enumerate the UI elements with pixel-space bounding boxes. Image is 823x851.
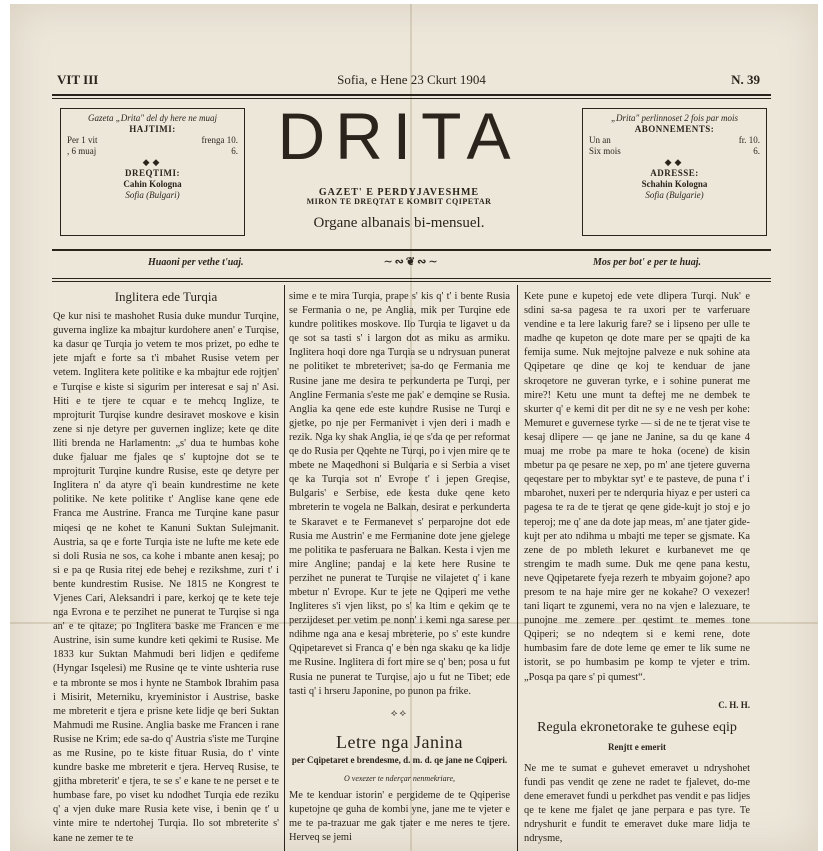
masthead-french-subtitle: Organe albanais bi-mensuel. (313, 215, 485, 231)
article-epigraph: O vexezer te nderçar nenmekriare, (344, 774, 455, 783)
box-heading: ABONNEMENTS: (634, 124, 715, 134)
rate-value: frenga 10. (201, 135, 238, 145)
rate-row (67, 146, 238, 157)
article-title: Regula ekronetorake te guhese eqip (537, 720, 737, 735)
volume-label: VIT III (57, 72, 99, 87)
rate-value: 6. (753, 146, 760, 156)
subscription-box-albanian (60, 108, 245, 236)
rate-label: , 6 muaj (67, 146, 97, 156)
box-note: „Drita" perlinnoset 2 fois par mois (610, 113, 739, 123)
column-1 (53, 290, 279, 850)
article-title: Letre nga Janina (336, 732, 463, 752)
article-subtitle: Renjtt e emerit (608, 742, 666, 752)
rate-label: Un an (589, 135, 611, 145)
column-divider (284, 285, 285, 851)
article-body-continued: Kete pune e kupetoj ede vete dlipera Turqi. Nuk' e sdini sa-sa pagesa te ra uxori per te varferuare vendine e ta lere lakurig fare? se i lipseno per ulle te madhe qe kupeton qe dote mare per se qpajti de ka femija sume. Nuk mejtojne palveze e nuk sohine ata Qqipetare qe dine qe koj te kenduar de jane skroqetore ne guveran tyrke, e i sohine punerat me mire?! Ketu une munt ta deftej me ne dembek te skurter q' e kemi dit per dit ne sy e ne vesh per kohe: Memuret e guvernese tyrke — si de ne te tjerat vise te kesaj dlipere — qe jane ne Janine, sa du qe kane 4 muaj me rrobe pa mare te hoka (ocene) de kisin mbetur pa qe pesare ne xep, po m' ane tjetere guverna qeqestare per to mbyktar syt' e te pasteve, de puna t' i mbarohet, nuxeri per te nderquria hiyaz e per usteri ca pagesa te ra de te tjerat qe qene gide-kujt jo stoj e jo teperoj; me q' ane da dote jap meas, m' ane tjater gide-kujt per ato ndihma u mbajti me teper se gjsmate. Ka zene de po mbleth lekuret e kurbanevet me qe strengim te madh sume. Duk me qene pana kestu, neve Qqipetarete fyeja rezerh te mbyaim gojone? apo presom te na haje mire ger ne kokahe? O vexezer! tani liqart te zgunemi, vera no na vjen e lalezuare, te punojne me zemere per qestimt te memes tone Qqiperi; se no ndeqtem si e kemi rene, dote humbasim fare de dote leme qe emer te lik sume ne istorit, se po humbasim pe komp te vjeter e trim. „Posqa pa qare s' pi qumest“. (524, 291, 750, 683)
article-body-continued: sime e te mira Turqia, prape s' kis q' t' i bente Rusia se Fermania o ne, pe Anglia, mik per Turqine ede kundre politikes moskove. Ilo Turqia te ligavet u da qe sot sa tasti s' i largon dot as miku as armiku. Inglitera hoqi dore nga Turqia se u ndrysuan punerat ne politiket te mbreterivet; sa-do qe Fermania me Rusine jane me desira te perkunderta pe Turqi, per Angline Fermania s'este me pak' e demqine se Rusia. Anglia ka qene ede este kundre Rusise ne Turqi e gjetke, po nje per Fermanivet i vjen deri i madh e rezik. Nga ky shak Anglia, ie qe s'da qe per reformat qe do Rusia per Qqehte ne Turqi, po i vjen mire qe te mbete ne Maqedhoni si Bulqaria e si Serbia a viset qe ka Turqia sot n' Evrope t' i jepen Greqise, Bulgaris' e Serbise, ede kesta duke qene keto mbreterin te vogela ne Balkan, desirat e perkunderta te Skaravet e te Fermanevet s' perparojne dot ede Rusia me Austrin' e me Fermanine dote jene gjelege me politika te pasferuara ne Balkan. Kesta i vjen me mire Angline; pandaj e la kete here Rusine te perzihet ne punerat te Turqise ne vilajetet q' i kane mbetur n' Evrope. Kur te jete ne Qqiperi me vethe Ingliteres s'i vjen likst, po s' ka ltim e qekim qe te perzijdeset per vetim pe nonn' i kemi nga sarese per ndihme nga ana e kesaj mbreterie, po s' este kundre Qqipetarevet si Franca q' e ben nga skaku qe ka lidje me Rusine. Inglitera di fort mire se q' ben; posa u fut Rusia ne punerat te Turqise, ajo u fut ne Tibet; ede tasti q' i hrseru Japonine, po punon pa frike. (289, 291, 510, 697)
rate-value: 6. (231, 146, 238, 156)
box-heading: HAJTIMI: (129, 124, 176, 134)
issue-number: N. 39 (731, 72, 760, 87)
address-place: Sofia (Bulgarie) (645, 190, 704, 200)
subscription-box-french (582, 108, 767, 236)
header-rule-top (52, 94, 771, 96)
box-heading: DREQTIMI: (124, 168, 180, 178)
box-ornament: ◆◆ (664, 157, 685, 167)
motto-left: Huaoni per vethe t'uaj. (148, 257, 244, 268)
motto-bar (52, 255, 771, 271)
box-note: Gazeta „Drita" del dy here ne muaj (88, 113, 217, 123)
article-separator: ⟡⟡ (390, 708, 409, 719)
masthead-subtitle: GAZET' E PERDYJAVESHME (318, 187, 480, 198)
motto-ornament: ∼∾❦∾∼ (383, 256, 440, 268)
column-2 (289, 290, 510, 700)
rate-label: Six mois (589, 146, 621, 156)
article-title: Inglitera ede Turqia (114, 290, 218, 304)
address-name: Schahin Kologna (641, 179, 708, 189)
masthead-title: DRITA (277, 99, 521, 173)
column-3 (524, 290, 750, 702)
article-body: Me te kenduar istorin' e pergideme de te Qqiperise kupetojne qe guha de kombi yne, jane me te vjeter e me te pa-trazuar me gak tjater e me neres te tjere. Herveq se jemi (289, 790, 510, 843)
header-rule-bottom (52, 249, 771, 251)
rate-label: Per 1 vit (67, 135, 98, 145)
director-name: Cahin Kologna (123, 179, 182, 189)
article-signature: C. H. H. (718, 700, 750, 710)
box-heading: ADRESSE: (650, 168, 699, 178)
director-place: Sofia (Bulgari) (125, 190, 180, 200)
column-divider (517, 285, 518, 851)
rate-row (589, 135, 760, 146)
motto-rule (52, 278, 771, 279)
box-ornament: ◆◆ (142, 157, 163, 167)
article-subtitle: per Cqipetaret e brendesme, d. m. d. qe jane ne Cqiperi. (291, 755, 508, 765)
article-body: Qe kur nisi te mashohet Rusia duke mundur Turqine, guverna inglize ka mbajtur kurdohere anen' e Turqise, ka dasur qe Turqia jo vetem te mos prizet, po edhe te jete mjaft e forte sa t'i mbahet Rusise vetem per vetem. Inglitera kete politike e ka mbajtur ede rojtjen' e Turqise e kiste si sigurim per interesat e saj n' Asi. Hiti e te tjere te cquar e te mehcq Inglize, te mprojturit Turqise kundre desiravet moskove e kisin zene si nje detyre per guvernen inglize; kete qe dite lliti brenda ne Harlamentn: „s' dua te humbas kohe duke fjaluar me fjales qe s' kuptojne dot se te mprojturit Turqine kundre Rusise, este qe detyre per Inglitera n' da atyre q'i beain kundrestime ne kete politike. Ne kete politike t' Anglise kane qene ede Franca me Austrine. Franca me Turqine kane pasur miqesi qe ne kohet te Kanuni Suktan Sulejmanit. Austria, sa qe e forte Turqia iste ne lufte me kete ede si doli Rusia ne sos, ca kohe i mbante anen kesaj; po si e pa qe Rusia ritej ede behej e rezikshme, zuri t' i bente kundrestim Rusise. Ne 1815 ne Kongrest te Vjenes Cari, Aleksandri i pare, kerkoj qe te kete teje nga Evrona e te perzihet ne punerat te Turqise si nga an' e te qitaze; po Inglitera baske me Francen e me Austrine, isin sume kundre keti qekimi te Rusise. Me 1833 kur Suktan Mahmudi beri lidjen e qedifeme (Hyngar Isqelesi) me Rusine qe te vinte ushteria ruse e ta mbronte se mos i hynte ne Stambok Ibrahim pasa i Misirit, Meterniku, kryeministor i Austrise, baske me mbreterit e tjera e prisne kete lidje qe beri Suktan Mahmudi me Rusine. Anglia baske me Francen i rane Rusise ne Krim; ede sa-do q' Austria s'iste me Turqine as me Rusine, po te kiste fituar Rusia, do t' vinte kundre baske me mbreterit e tjera. Herveq Rusise, te gjitha mbreterit' e tjera, te se s' e kane te ne perset e te humbase fare, po viset ku ndodhet Turqia ede reziku q' a vjen duke mare Rusia kete vise, i benin qe t' u vinte mire te ndertohej Turqia. Ilo sot mbreterite s' kane ne zemer te te (53, 311, 279, 844)
rate-row (67, 135, 238, 146)
rate-value: fr. 10. (738, 135, 760, 145)
masthead-motto: MIRON TE DREQTAT E KOMBIT CQIPETAR (306, 197, 492, 206)
motto-rule-double (52, 281, 771, 282)
rate-row (589, 146, 760, 157)
article-body: Ne me te sumat e guhevet emeravet u ndryshohet fundi pas vendit qe zene ne radet te fjalevet, do-me dene emeravet fundi u perkdhet pas vendit e pas lidjes qe te kene me fjalet qe jane perpara e pas tyre. Te ndryshurit e fundit te emeravet duke mare lidja te ndrysme, (524, 763, 750, 844)
dateline: Sofia, e Hene 23 Ckurt 1904 (337, 72, 486, 87)
grammar-article (524, 720, 750, 846)
motto-right: Mos per bot' e per te huaj. (592, 257, 701, 268)
letter-article (289, 732, 510, 845)
